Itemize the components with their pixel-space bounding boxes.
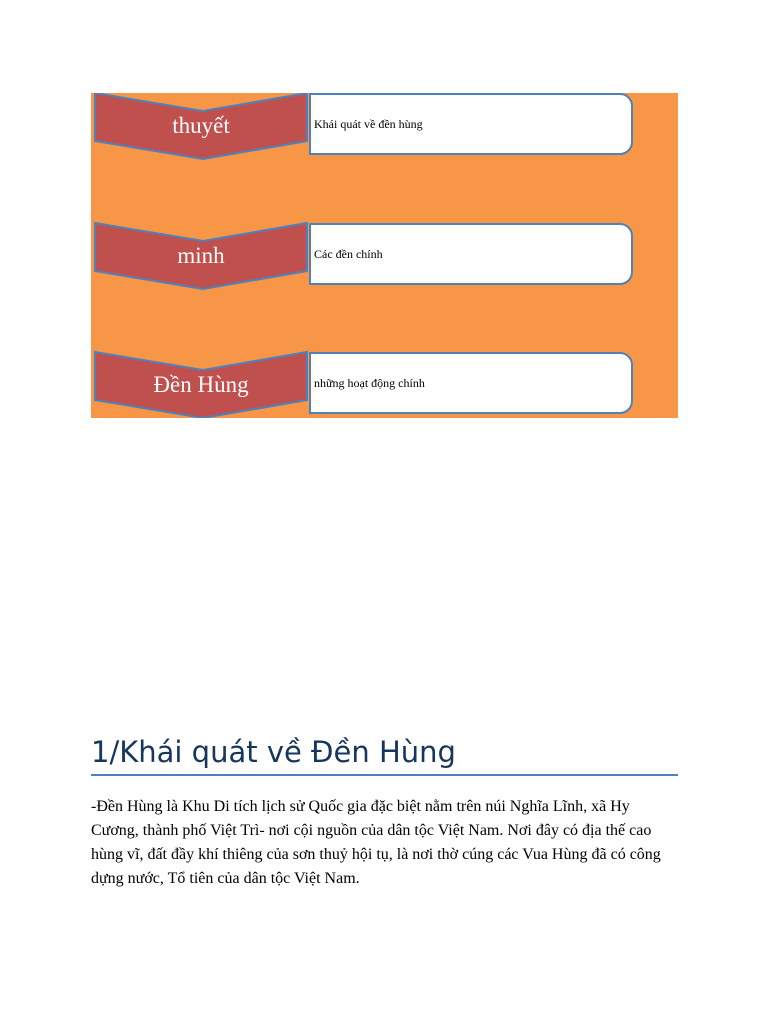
box-text: Khái quát về đền hùng bbox=[314, 116, 423, 131]
section-paragraph: -Đền Hùng là Khu Di tích lịch sử Quốc gia đặc biệt nằm trên núi Nghĩa Lĩnh, xã Hy Cương, thành phố Việt Trì- nơi cội nguồn của dân tộc Việt Nam. Nơi đây có địa thế cao hùng vĩ, đất đầy khí thiêng của sơn thuỷ hội tụ, là nơi thờ cúng các Vua Hùng đã có công dựng nước, Tổ tiên của dân tộc Việt Nam. bbox=[91, 798, 661, 887]
diagram-text-box bbox=[309, 223, 633, 285]
chevron-label: minh bbox=[177, 243, 225, 268]
diagram-text-box bbox=[309, 352, 633, 414]
diagram-row bbox=[91, 223, 678, 288]
chevron-label: thuyết bbox=[172, 113, 230, 138]
box-text: những hoạt động chính bbox=[314, 375, 425, 390]
diagram-row bbox=[91, 352, 678, 417]
diagram-text-box bbox=[309, 93, 633, 155]
heading-underline bbox=[91, 774, 678, 776]
chevron-label: Đền Hùng bbox=[153, 372, 249, 397]
section-heading: 1/Khái quát về Đền Hùng bbox=[91, 735, 456, 769]
diagram-row bbox=[91, 93, 678, 158]
process-diagram bbox=[91, 93, 678, 418]
box-text: Các đền chính bbox=[314, 246, 383, 261]
